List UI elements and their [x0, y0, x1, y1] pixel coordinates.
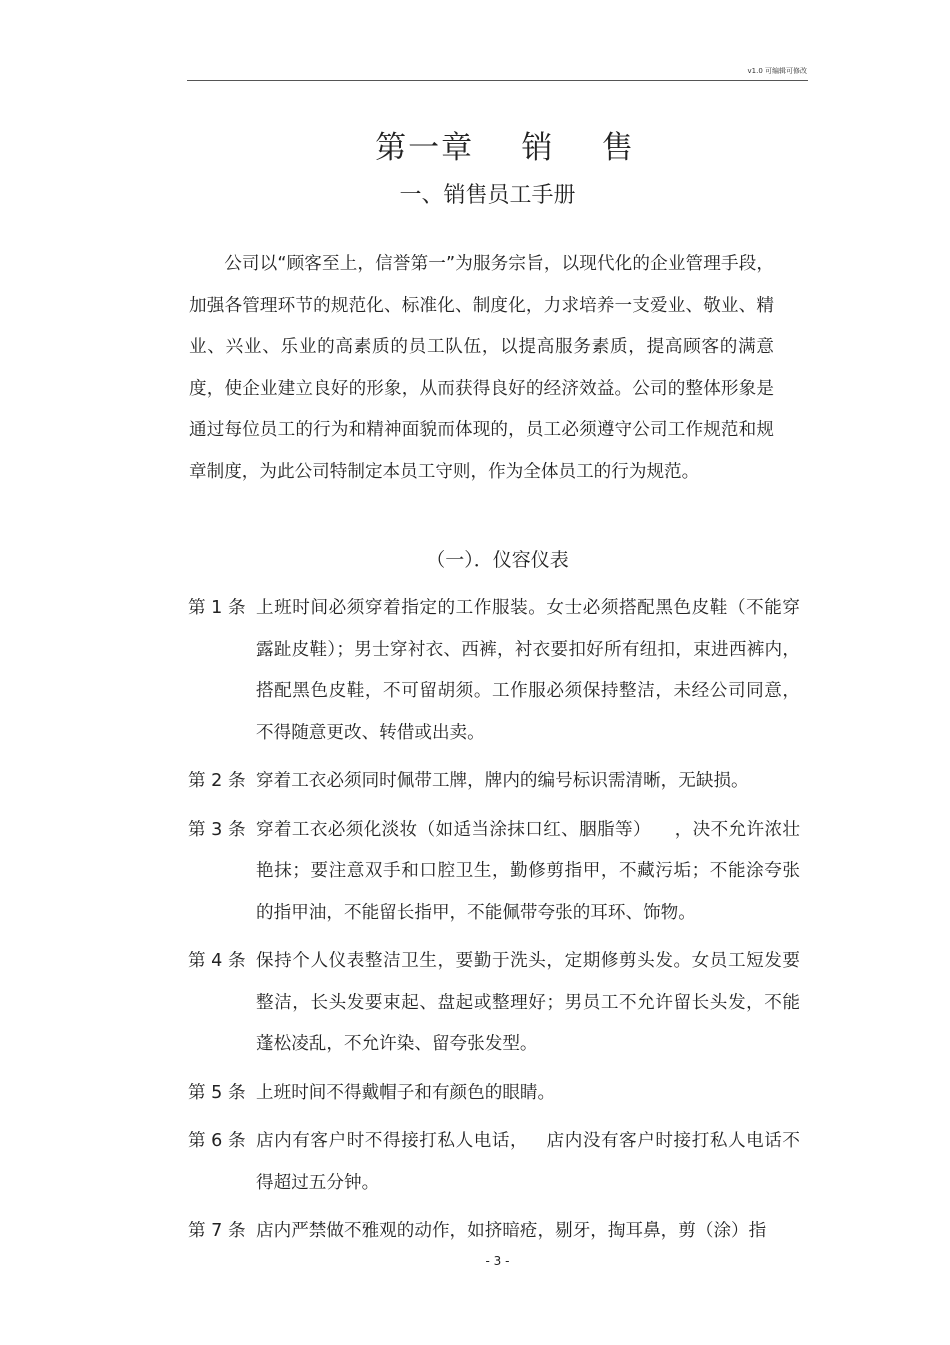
article-number: 第 6 条 — [188, 1131, 246, 1151]
intro-paragraph: 公司以“顾客至上，信誉第一”为服务宗旨，以现代化的企业管理手段，加强各管理环节的规范化、标准化、制度化，力求培养一支爱业、敬业、精业、兴业、乐业的高素质的员工队伍，以提高服务素质，提高顾客的满意度，使企业建立良好的形象，从而获得良好的经济效益。公司的整体形象是通过每位员工的行为和精神面貌而体现的，员工必须遵守公司工作规范和规章制度，为此公司特制定本员工守则，作为全体员工的行为规范。 — [189, 254, 774, 482]
page-number: - 3 - — [485, 1254, 510, 1268]
article-text: 穿着工衣必须同时佩带工牌，牌内的编号标识需清晰，无缺损。 — [256, 771, 749, 791]
article-1 — [188, 588, 800, 754]
article-text: 上班时间必须穿着指定的工作服装。女士必须搭配黑色皮鞋（不能穿露趾皮鞋）；男士穿衬衣、西裤，衬衣要扣好所有纽扣，束进西裤内，搭配黑色皮鞋，不可留胡须。工作服必须保持整洁，未经公司同意，不得随意更改、转借或出卖。 — [256, 598, 800, 743]
article-2 — [188, 761, 800, 803]
article-5 — [188, 1073, 800, 1115]
page-header-note: v1.0 可编辑可修改 — [747, 67, 807, 75]
article-text: 上班时间不得戴帽子和有颜色的眼睛。 — [256, 1082, 556, 1103]
article-number: 第 5 条 — [188, 1082, 246, 1103]
section-title: 一、销售员工手册 — [399, 183, 576, 208]
article-number: 第 4 条 — [188, 951, 246, 971]
article-number: 第 1 条 — [188, 598, 246, 618]
article-7 — [188, 1211, 800, 1253]
article-text: 店内严禁做不雅观的动作，如挤暗疮，剔牙，掏耳鼻，剪（涂）指 — [256, 1221, 767, 1241]
subsection-title: （一）．仪容仪表 — [426, 549, 569, 571]
article-list — [188, 588, 800, 1260]
article-6 — [188, 1121, 800, 1204]
article-text: 保持个人仪表整洁卫生，要勤于洗头，定期修剪头发。女员工短发要整洁，长头发要束起、盘起或整理好；男员工不允许留长头发，不能蓬松凌乱，不允许染、留夸张发型。 — [256, 951, 800, 1054]
article-number: 第 7 条 — [188, 1221, 246, 1241]
article-text: 店内有客户时不得接打私人电话， 店内没有客户时接打私人电话不得超过五分钟。 — [256, 1131, 800, 1193]
chapter-title: 第一章 销 售 — [375, 130, 635, 166]
article-4 — [188, 941, 800, 1066]
header-divider — [187, 80, 808, 81]
article-number: 第 3 条 — [188, 819, 246, 840]
article-number: 第 2 条 — [188, 771, 246, 791]
article-text: 穿着工衣必须化淡妆（如适当涂抹口红、胭脂等） ，决不允许浓壮艳抹；要注意双手和口腔卫生，勤修剪指甲，不藏污垢；不能涂夸张的指甲油，不能留长指甲，不能佩带夸张的耳环、饰物。 — [256, 819, 800, 923]
article-3 — [188, 810, 800, 935]
